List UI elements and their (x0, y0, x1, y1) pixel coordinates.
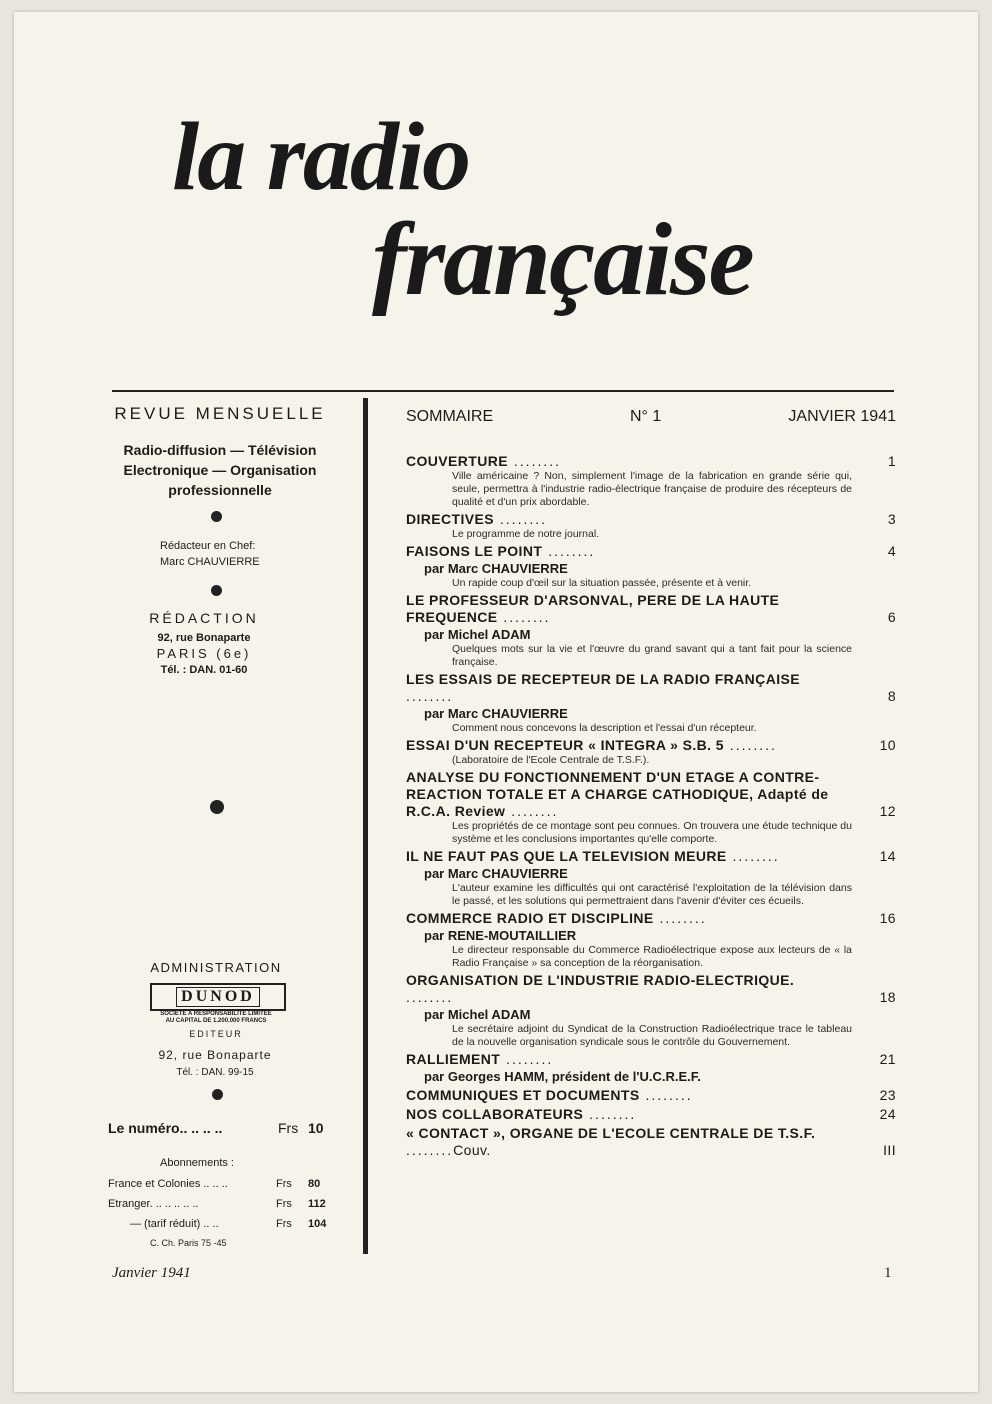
toc-entry-title (406, 1106, 896, 1123)
masthead-title-line2: française (372, 202, 753, 317)
toc-entry-title (406, 592, 896, 626)
editor-label: Rédacteur en Chef: (160, 540, 256, 552)
leader-dots: ........ (494, 511, 548, 527)
editor-block (116, 538, 370, 570)
toc-page-number: 1 (887, 453, 896, 469)
toc-title-text: DIRECTIVES (406, 511, 495, 527)
publisher-sub-line: SOCIÉTÉ A RESPONSABILITÉ LIMITÉE (160, 1011, 272, 1017)
toc-page-number: 23 (879, 1087, 896, 1103)
redaction-heading: RÉDACTION (149, 610, 259, 626)
toc-title-text: LE PROFESSEUR D'ARSONVAL, PERE DE LA HAUTE FREQUENCE (406, 592, 780, 625)
toc-entry-title (406, 543, 896, 560)
toc-author: par Marc CHAUVIERRE (424, 706, 568, 721)
footer-date: Janvier 1941 (112, 1265, 191, 1281)
bullet-dot (211, 585, 222, 596)
redaction-city: PARIS (6e) (156, 646, 252, 661)
sommaire-label: SOMMAIRE (406, 408, 494, 425)
toc-page-number: 18 (879, 989, 896, 1005)
leader-dots: ........ (508, 453, 562, 469)
toc-title-text: ORGANISATION DE L'INDUSTRIE RADIO-ELECTRIQUE. (406, 972, 795, 988)
toc-entry-title (406, 910, 896, 927)
toc-title-text: LES ESSAIS DE RECEPTEUR DE LA RADIO FRANÇAISE (406, 671, 800, 687)
topic-line: Electronique — Organisation (123, 462, 317, 478)
bullet-dot (211, 511, 222, 522)
admin-address (120, 1046, 310, 1082)
toc-page-number: 12 (879, 803, 896, 819)
toc-description: Les propriétés de ce montage sont peu connues. On trouvera une étude technique du système et les conclusions importantes qu'elle comporte. (452, 820, 852, 845)
toc-entry-title (406, 1087, 896, 1104)
toc-entry[interactable] (406, 511, 896, 541)
toc-entry[interactable] (406, 769, 896, 846)
redaction-street: 92, rue Bonaparte (157, 632, 251, 644)
column-divider (363, 398, 368, 1254)
leader-dots: ........ (542, 543, 596, 559)
toc-description: Quelques mots sur la vie et l'œuvre du grand savant qui a tant fait pour la science française. (452, 643, 852, 668)
toc-entry-title (406, 511, 896, 528)
toc-description: Le programme de notre journal. (452, 528, 600, 540)
toc-entry[interactable] (406, 592, 896, 669)
rate-label: — (tarif réduit) .. .. (130, 1218, 219, 1230)
toc-title-text: NOS COLLABORATEURS (406, 1106, 584, 1122)
toc-page-number: 14 (879, 848, 896, 864)
toc-page-number: 3 (887, 511, 896, 527)
toc-page-number: 8 (887, 688, 896, 704)
editor-name: Marc CHAUVIERRE (160, 556, 260, 568)
dunod-logo-text: DUNOD (176, 987, 260, 1007)
toc-author: par Michel ADAM (424, 627, 531, 642)
toc-author: par Marc CHAUVIERRE (424, 866, 568, 881)
toc-title-text: ESSAI D'UN RECEPTEUR « INTEGRA » S.B. 5 (406, 737, 724, 753)
toc-entry[interactable] (406, 848, 896, 908)
footer-page-number: 1 (884, 1265, 892, 1281)
toc-page-number: 24 (879, 1106, 896, 1122)
leader-dots: ........ (500, 1051, 554, 1067)
rate-currency: Frs (276, 1198, 292, 1210)
publisher-sub-line: AU CAPITAL DE 1.200.000 FRANCS (165, 1018, 267, 1024)
rate-value: 104 (308, 1218, 327, 1230)
toc-entry[interactable] (406, 1106, 896, 1123)
bullet-dot (210, 800, 224, 814)
price-currency: Frs (278, 1120, 299, 1136)
topic-line: Radio-diffusion — Télévision (123, 442, 317, 458)
revue-label: REVUE MENSUELLE (114, 404, 326, 423)
rate-label: France et Colonies .. .. .. (108, 1178, 228, 1190)
leader-dots: ........ (583, 1106, 637, 1122)
toc-entry[interactable] (406, 737, 896, 767)
toc-title-text: COUVERTURE (406, 453, 509, 469)
leader-dots: ........ (497, 609, 551, 625)
toc-page-number: 6 (887, 609, 896, 625)
toc-author: par Michel ADAM (424, 1007, 531, 1022)
topic-line: professionnelle (168, 482, 272, 498)
toc-entry-title (406, 1125, 896, 1159)
toc-description: (Laboratoire de l'Ecole Centrale de T.S.F.). (452, 754, 650, 766)
rate-value: 112 (308, 1198, 326, 1210)
admin-tel: Tél. : DAN. 99-15 (176, 1067, 254, 1078)
leader-dots: ........ (406, 1142, 454, 1158)
toc-entry[interactable] (406, 1051, 896, 1085)
rate-label: Etranger. .. .. .. .. .. (108, 1198, 199, 1210)
toc-title-text: ANALYSE DU FONCTIONNEMENT D'UN ETAGE A CONTRE-REACTION TOTALE ET A CHARGE CATHODIQUE, Adapté de R.C.A. Review (406, 769, 829, 819)
publisher-subtitle (130, 1011, 302, 1025)
toc-entry-title (406, 1051, 896, 1068)
dunod-logo (150, 983, 286, 1011)
toc-page-number: 4 (887, 543, 896, 559)
toc-entry[interactable] (406, 453, 896, 509)
leader-dots: ........ (726, 848, 780, 864)
toc-page-number: III (883, 1142, 896, 1158)
topics (104, 440, 336, 500)
toc-entry[interactable] (406, 543, 896, 590)
postal-account: C. Ch. Paris 75 -45 (150, 1238, 227, 1248)
toc-title-text: FAISONS LE POINT (406, 543, 543, 559)
admin-street: 92, rue Bonaparte (158, 1048, 272, 1062)
toc-description: Ville américaine ? Non, simplement l'image de la fabrication en grande série qui, seule, permettra à l'industrie radio-électrique française de produire des récepteurs de qualité et d'un prix abordable. (452, 470, 852, 508)
leader-dots: ........ (653, 910, 707, 926)
toc-couv-label: Couv. (453, 1142, 491, 1158)
toc-author: par Georges HAMM, président de l'U.C.R.E.F. (424, 1069, 701, 1084)
toc-author: par Marc CHAUVIERRE (424, 561, 568, 576)
leader-dots: ........ (406, 989, 454, 1005)
redaction-tel: Tél. : DAN. 01-60 (160, 664, 248, 676)
toc-title-text: RALLIEMENT (406, 1051, 501, 1067)
toc-entry-title (406, 453, 896, 470)
toc-entry-title (406, 671, 896, 705)
toc-page-number: 21 (879, 1051, 896, 1067)
toc-description: L'auteur examine les difficultés qui ont caractérisé l'exploitation de la télévision dans le passé, et les solutions qui permettraient dans l'avenir d'éviter ces écueils. (452, 882, 852, 907)
toc-entry[interactable] (406, 1087, 896, 1104)
rate-currency: Frs (276, 1178, 292, 1190)
toc-title-text: IL NE FAUT PAS QUE LA TELEVISION MEURE (406, 848, 727, 864)
bullet-dot (212, 1089, 223, 1100)
toc-page-number: 16 (879, 910, 896, 926)
rate-value: 80 (308, 1178, 321, 1190)
price-label: Le numéro.. .. .. .. (108, 1120, 223, 1136)
subscriptions-heading: Abonnements : (160, 1157, 234, 1169)
toc-description: Le secrétaire adjoint du Syndicat de la Construction Radioélectrique trace le tableau de la nouvelle organisation syndicale sous le contrôle du Gouvernement. (452, 1023, 852, 1048)
toc-entry[interactable] (406, 972, 896, 1049)
toc-entry-title (406, 972, 896, 1006)
toc-description: Le directeur responsable du Commerce Radioélectrique expose aux lecteurs de « la Radio Française » sa conception de la réorganisation. (452, 944, 852, 969)
toc-entry[interactable] (406, 910, 896, 970)
leader-dots: ........ (639, 1087, 693, 1103)
toc-entry[interactable] (406, 671, 896, 735)
toc-entry[interactable] (406, 1125, 896, 1159)
toc-title-text: COMMUNIQUES ET DOCUMENTS (406, 1087, 640, 1103)
admin-heading: ADMINISTRATION (150, 960, 282, 975)
toc-title-text: « CONTACT », ORGANE DE L'ECOLE CENTRALE DE T.S.F. (406, 1125, 816, 1141)
toc-entry-title (406, 737, 896, 754)
masthead-rule (112, 390, 894, 392)
leader-dots: ........ (406, 688, 454, 704)
issue-date: JANVIER 1941 (788, 408, 896, 425)
toc-page-number: 10 (879, 737, 896, 753)
issue-number: N° 1 (630, 408, 662, 425)
masthead-title-line1: la radio (172, 103, 470, 211)
redaction-address (124, 630, 284, 678)
editeur-label: EDITEUR (189, 1029, 243, 1039)
toc-author: par RENE-MOUTAILLIER (424, 928, 577, 943)
price-value: 10 (308, 1120, 324, 1136)
toc-title-text: COMMERCE RADIO ET DISCIPLINE (406, 910, 654, 926)
leader-dots: ........ (505, 803, 559, 819)
leader-dots: ........ (723, 737, 777, 753)
toc-entry-title (406, 769, 896, 820)
table-of-contents (406, 453, 896, 1161)
rate-currency: Frs (276, 1218, 292, 1230)
toc-entry-title (406, 848, 896, 865)
toc-description: Un rapide coup d'œil sur la situation passée, présente et à venir. (452, 577, 752, 589)
toc-description: Comment nous concevons la description et l'essai d'un récepteur. (452, 722, 757, 734)
